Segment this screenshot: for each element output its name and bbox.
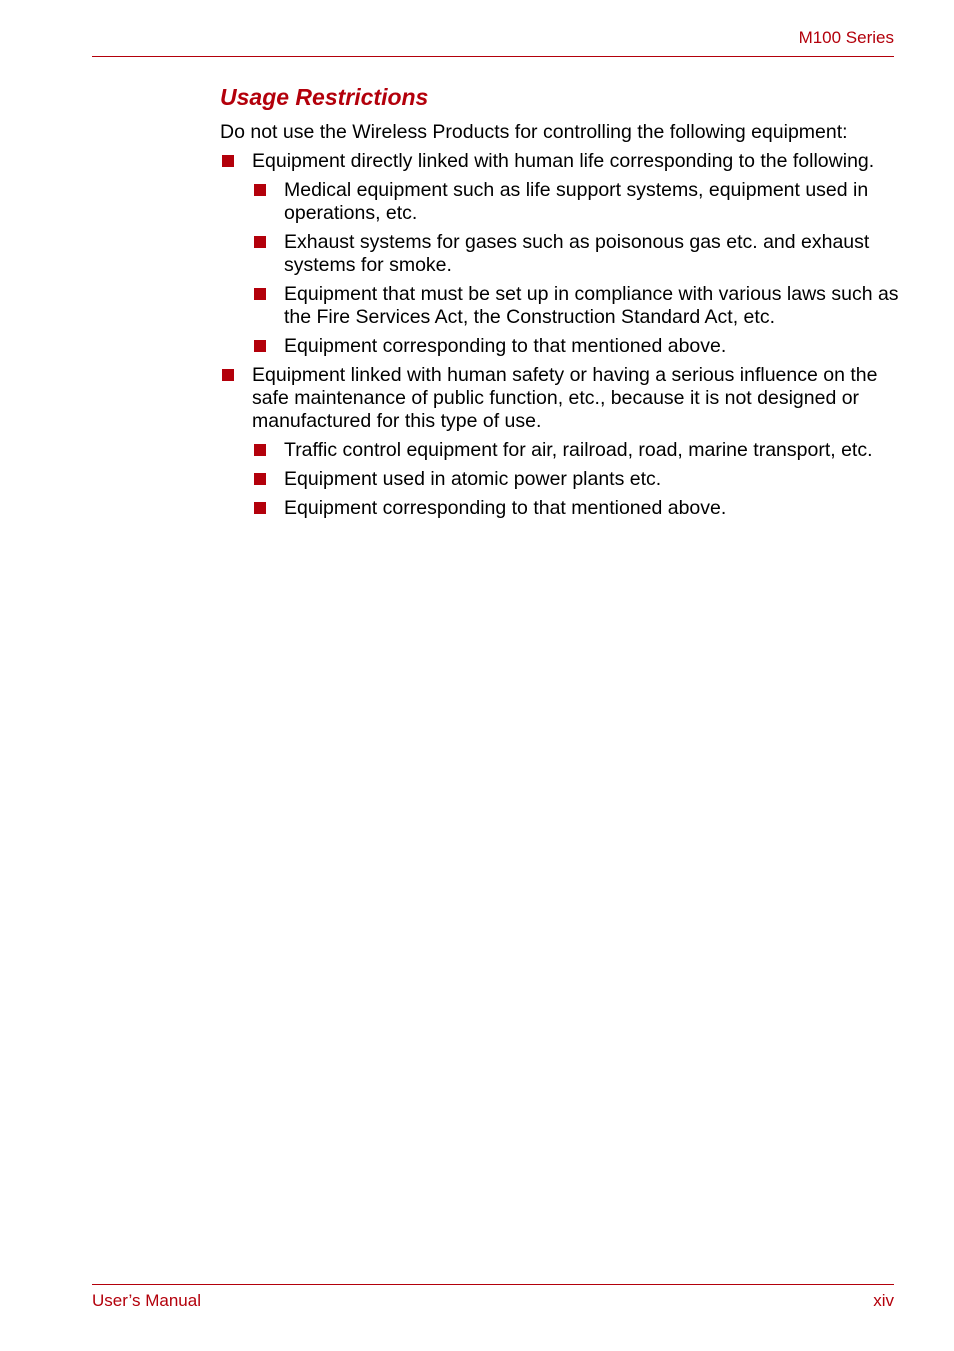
square-bullet-icon (254, 236, 266, 248)
square-bullet-icon (222, 155, 234, 167)
sub-list-item (220, 497, 910, 520)
page-header-title: M100 Series (798, 28, 894, 47)
square-bullet-icon (254, 288, 266, 300)
list-item (220, 150, 910, 173)
list-item-text: Medical equipment such as life support systems, equipment used in operations, etc. (284, 179, 869, 224)
square-bullet-icon (254, 502, 266, 514)
main-content (220, 82, 910, 526)
square-bullet-icon (254, 473, 266, 485)
list-item-text: Equipment linked with human safety or having a serious influence on the safe maintenance of public function, etc., because it is not designed or manufactured for this type of use. (252, 364, 878, 432)
footer-manual-label: User’s Manual (92, 1291, 201, 1310)
section-intro: Do not use the Wireless Products for controlling the following equipment: (220, 121, 848, 143)
page-number: xiv (873, 1291, 894, 1310)
list-item-text: Traffic control equipment for air, railroad, road, marine transport, etc. (284, 439, 873, 461)
list-item-text: Equipment directly linked with human life corresponding to the following. (252, 150, 875, 172)
footer-divider (92, 1284, 894, 1285)
sub-list-item (220, 231, 910, 277)
sub-list-item (220, 468, 910, 491)
list-item-text: Exhaust systems for gases such as poisonous gas etc. and exhaust systems for smoke. (284, 231, 870, 276)
sub-list-item (220, 335, 910, 358)
list-item-text: Equipment used in atomic power plants etc. (284, 468, 662, 490)
list-item-text: Equipment that must be set up in compliance with various laws such as the Fire Services Act, the Construction Standard Act, etc. (284, 283, 899, 328)
section-heading: Usage Restrictions (220, 84, 429, 110)
list-item (220, 364, 910, 433)
list-item-text: Equipment corresponding to that mentioned above. (284, 497, 727, 519)
square-bullet-icon (254, 340, 266, 352)
square-bullet-icon (222, 369, 234, 381)
square-bullet-icon (254, 184, 266, 196)
list-item-text: Equipment corresponding to that mentioned above. (284, 335, 727, 357)
header-divider (92, 56, 894, 57)
sub-list-item (220, 283, 910, 329)
sub-list-item (220, 439, 910, 462)
sub-list-item (220, 179, 910, 225)
square-bullet-icon (254, 444, 266, 456)
